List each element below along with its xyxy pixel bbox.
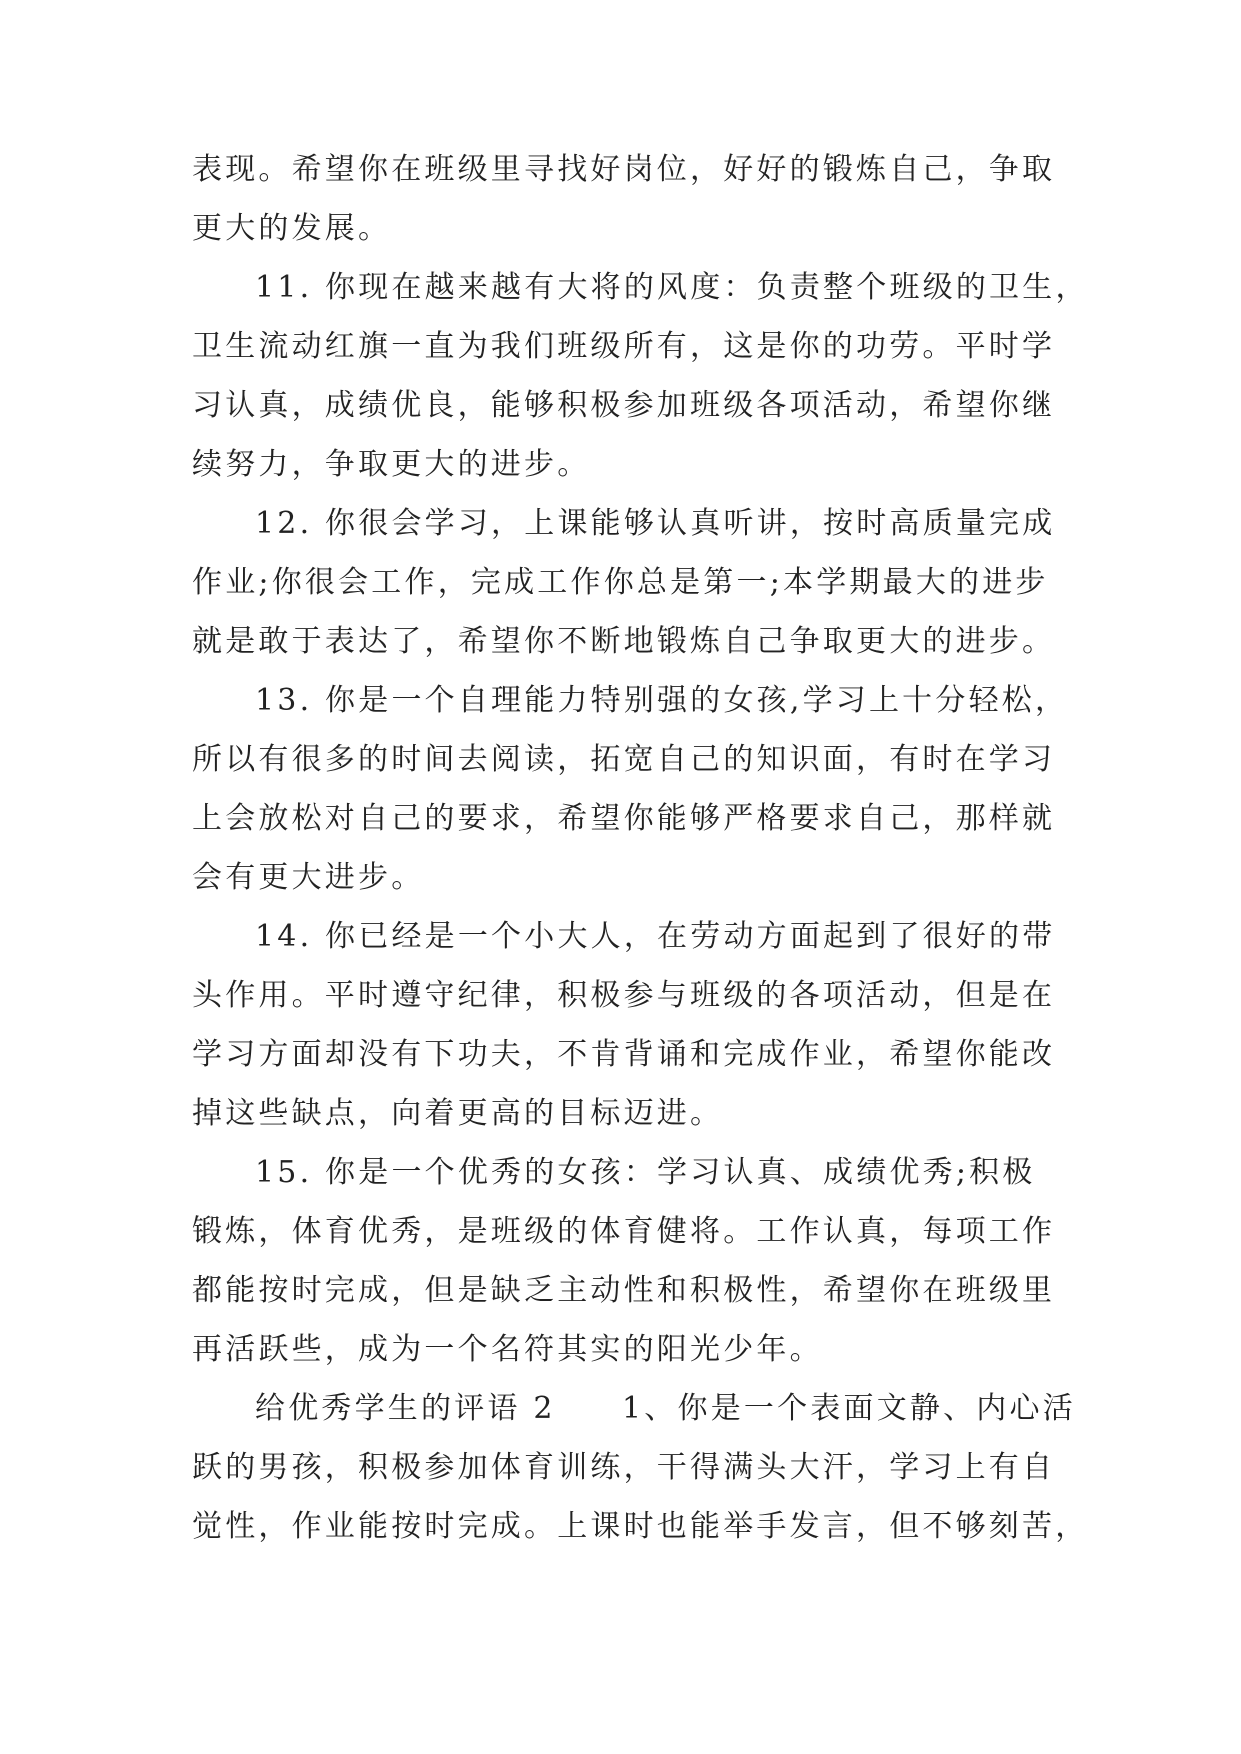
text-line: 卫生流动红旗一直为我们班级所有，这是你的功劳。平时学 [192,329,1056,364]
section-heading-line: 给优秀学生的评语 2 1、你是一个表面文静、内心活 [255,1391,1076,1426]
paragraph-12-start: 12. 你很会学习，上课能够认真听讲，按时高质量完成 [255,506,1056,541]
text-line: 更大的发展。 [192,211,392,246]
text-line: 表现。希望你在班级里寻找好岗位，好好的锻炼自己，争取 [192,152,1056,187]
text-line: 都能按时完成，但是缺乏主动性和积极性，希望你在班级里 [192,1273,1056,1308]
paragraph-14-start: 14. 你已经是一个小大人，在劳动方面起到了很好的带 [255,919,1056,954]
paragraph-13-start: 13. 你是一个自理能力特别强的女孩,学习上十分轻松， [255,683,1069,718]
text-line: 学习方面却没有下功夫，不肯背诵和完成作业，希望你能改 [192,1037,1056,1072]
text-line: 习认真，成绩优良，能够积极参加班级各项活动，希望你继 [192,388,1056,423]
text-line: 觉性，作业能按时完成。上课时也能举手发言，但不够刻苦， [192,1509,1089,1544]
text-line: 再活跃些，成为一个名符其实的阳光少年。 [192,1332,823,1367]
text-line: 所以有很多的时间去阅读，拓宽自己的知识面，有时在学习 [192,742,1056,777]
text-line: 锻炼，体育优秀，是班级的体育健将。工作认真，每项工作 [192,1214,1056,1249]
paragraph-11-start: 11. 你现在越来越有大将的风度：负责整个班级的卫生， [255,270,1089,305]
text-line: 头作用。平时遵守纪律，积极参与班级的各项活动，但是在 [192,978,1056,1013]
text-line: 就是敢于表达了，希望你不断地锻炼自己争取更大的进步。 [192,624,1056,659]
text-line: 续努力，争取更大的进步。 [192,447,591,482]
text-line: 掉这些缺点，向着更高的目标迈进。 [192,1096,724,1131]
text-line: 上会放松对自己的要求，希望你能够严格要求自己，那样就 [192,801,1056,836]
text-line: 跃的男孩，积极参加体育训练，干得满头大汗，学习上有自 [192,1450,1056,1485]
text-line: 作业;你很会工作，完成工作你总是第一;本学期最大的进步 [192,565,1049,600]
text-line: 会有更大进步。 [192,860,425,895]
paragraph-15-start: 15. 你是一个优秀的女孩：学习认真、成绩优秀;积极 [255,1155,1036,1190]
